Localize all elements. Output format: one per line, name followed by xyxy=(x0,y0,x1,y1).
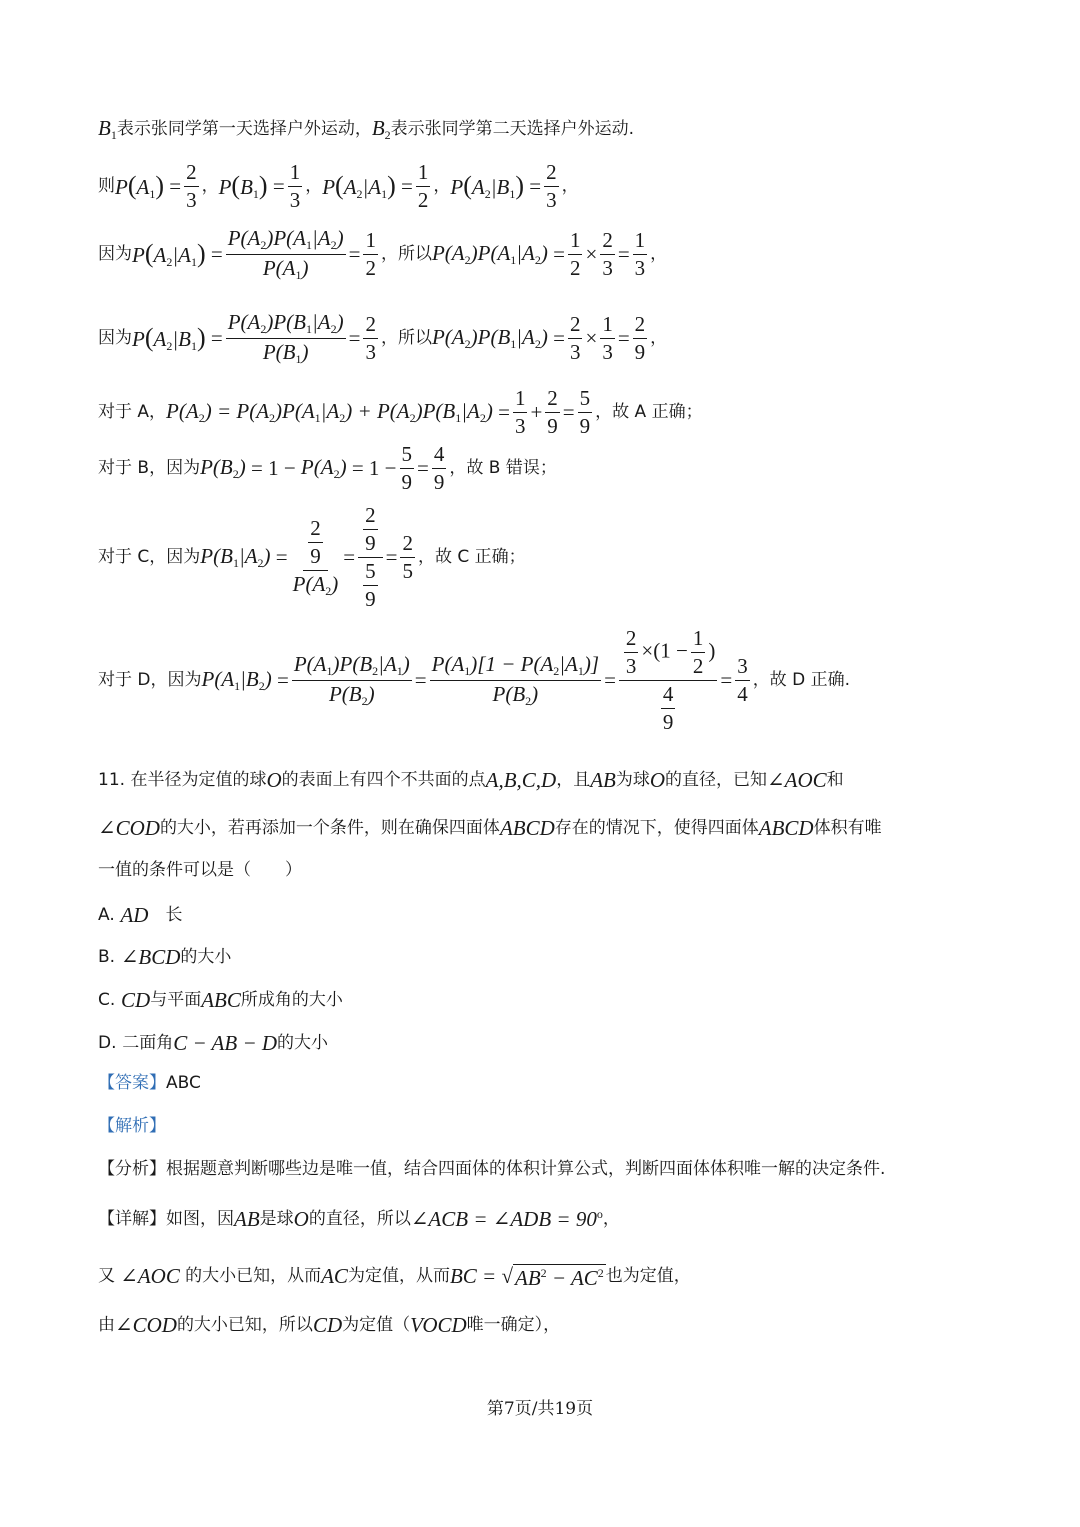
text-line-1 xyxy=(98,118,634,141)
text: ，所以 xyxy=(380,328,432,348)
question-11-line-1: 11. 在半径为定值的球 O 的表面上有四个不共面的点 A,B,C,D ，且 AB 为球 O 的直径，已知 ∠AOC 和 xyxy=(98,768,844,792)
text: 表示张同学第二天选择户外运动. xyxy=(390,119,635,139)
page-footer: 第7页/共19页 xyxy=(486,1399,594,1419)
text-line-2: 则 $P(A_1)$ = $\frac{2}{3}$ ， $P(B_1)$ = $\frac{1}{3}$ ， $P(A_2|A_1)$ = $\frac{1}{2}$ ， $P(A_2|B_1)$ = $\frac{2}{3}$ ， xyxy=(98,160,579,212)
option-a[interactable]: A. AD 长 xyxy=(98,903,183,927)
option-d[interactable]: D. 二面角 C − AB − D 的大小 xyxy=(98,1031,329,1055)
analysis-line xyxy=(98,1118,166,1135)
text-line-d: 对于 D，因为 $P(A_1|B_2)$ = $\frac{P(A_1)P(B_2|A_1)}{P(B_2)}$ = $\frac{P(A_1)[1 - P(A_2|A_1)]}{P(B_2)}$ = $\frac{2}{3}$ ×(1 − $\frac{1}{2}$ ) $\frac{4}{9}$ = $\frac{3}{4}$ ，故 D 正确. xyxy=(98,626,850,734)
text: 表示张同学第一天选择户外运动， xyxy=(116,119,372,139)
detail-line-2: 又 ∠AOC 的大小已知，从而 AC 为定值，从而 BC = √ $AB^2 - AC^2$ 也为定值， xyxy=(98,1264,691,1290)
text: 因为 xyxy=(98,244,132,264)
analysis-tag: 【解析】 xyxy=(98,1116,166,1136)
text: ，故 B 错误； xyxy=(449,458,557,478)
text-line-a: 对于 A， $P(A_2) = P(A_2)P(A_1|A_2) + P(A_2)P(B_1|A_2)$ = $\frac{1}{3}$ + $\frac{2}{9}$ = $\frac{5}{9}$ ，故 A 正确； xyxy=(98,386,703,438)
math-b1: $B_1$ xyxy=(98,116,117,142)
text: 则 xyxy=(98,176,115,196)
fenxi-line: 【分析】 根据题意判断哪些边是唯一值，结合四面体的体积计算公式，判断四面体体积唯一解的决定条件. xyxy=(98,1159,886,1179)
detail-line-1: 【详解】 如图，因 AB 是球 O 的直径，所以 ∠ACB = ∠ADB = $90^o$ ， xyxy=(98,1206,620,1231)
text: 对于 B，因为 xyxy=(98,458,201,478)
question-11-line-3: 一值的条件可以是（ ） xyxy=(98,860,302,880)
text-line-3: 因为 $P(A_2|A_1)$ = $\frac{P(A_2)P(A_1|A_2)}{P(A_1)}$ = $\frac{1}{2}$ ，所以 $P(A_2)P(A_1|A_2)$ = $\frac{1}{2}$ × $\frac{2}{3}$ = $\frac{1}{3}$ ， xyxy=(98,226,668,282)
question-11-line-2: ∠COD 的大小，若再添加一个条件，则在确保四面体 ABCD 存在的情况下，使得四面体 ABCD 体积有唯 xyxy=(98,816,882,840)
option-b[interactable]: B. ∠BCD 的大小 xyxy=(98,945,232,969)
answer-value: ABC xyxy=(166,1073,201,1093)
text: 对于 C，因为 xyxy=(98,547,201,567)
text: ，故 D 正确. xyxy=(752,670,850,690)
text-line-b: 对于 B，因为 $P(B_2)$ = 1 − $P(A_2)$ = 1 − $\frac{5}{9}$ = $\frac{4}{9}$ ，故 B 错误； xyxy=(98,442,557,494)
math-b2: $B_2$ xyxy=(371,116,391,142)
text-line-c: 对于 C，因为 $P(B_1|A_2)$ = $\frac{\frac{2}{9}}{P(A_2)}$ = $\frac{\frac{2}{9}}{\frac{5}{9}}$ = $\frac{2}{5}$ ，故 C 正确； xyxy=(98,503,526,611)
text: 对于 D，因为 xyxy=(98,670,202,690)
text: 因为 xyxy=(98,328,132,348)
text: ，所以 xyxy=(380,244,432,264)
answer-line xyxy=(98,1075,201,1092)
text: 对于 A， xyxy=(98,402,167,422)
detail-line-3: 由 ∠COD 的大小已知，所以 CD 为定值（ VOCD 唯一确定）， xyxy=(98,1313,561,1337)
question-number: 11. xyxy=(98,770,126,790)
text: ，故 C 正确； xyxy=(417,547,526,567)
text-line-4: 因为 $P(A_2|B_1)$ = $\frac{P(A_2)P(B_1|A_2)}{P(B_1)}$ = $\frac{2}{3}$ ，所以 $P(A_2)P(B_1|A_2)$ = $\frac{2}{3}$ × $\frac{1}{3}$ = $\frac{2}{9}$ ， xyxy=(98,310,668,366)
answer-tag: 【答案】 xyxy=(98,1073,166,1093)
option-c[interactable]: C. CD 与平面 ABC 所成角的大小 xyxy=(98,988,343,1012)
text: ，故 A 正确； xyxy=(595,402,703,422)
